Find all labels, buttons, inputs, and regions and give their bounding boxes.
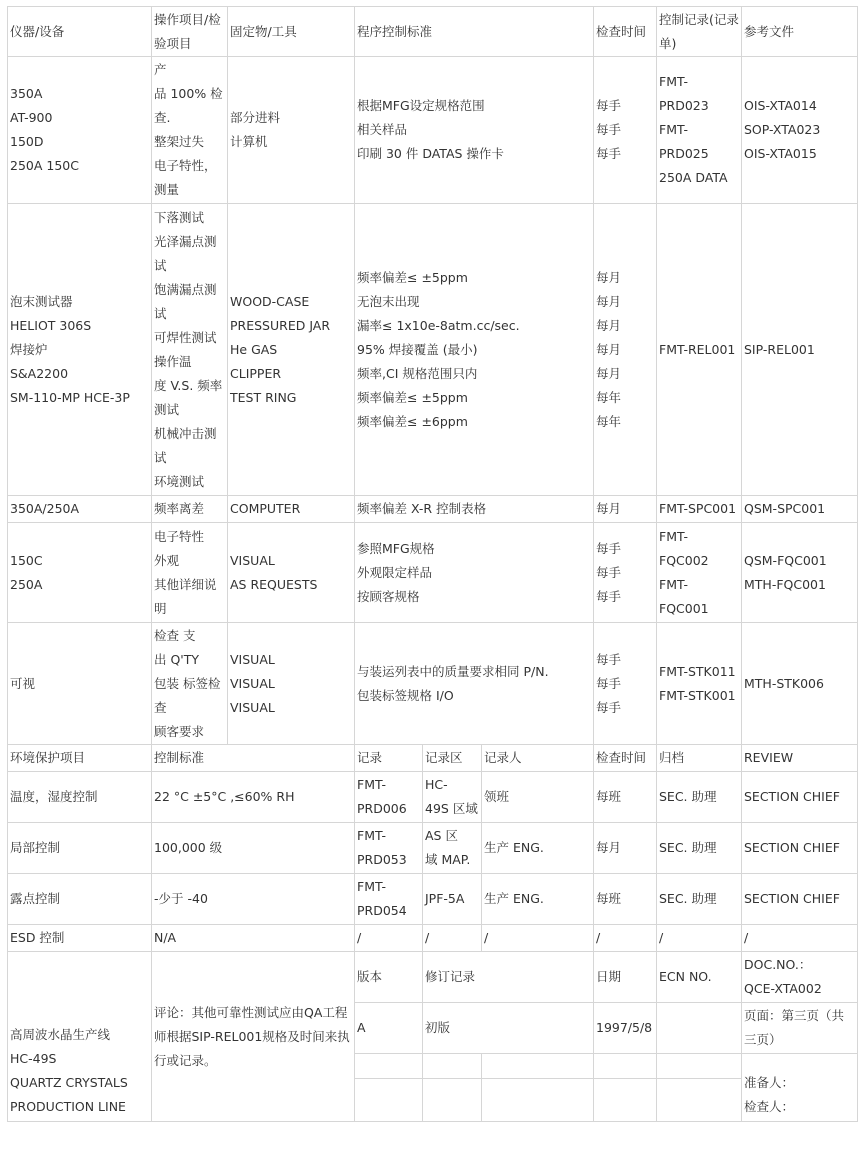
env-header-person: 记录人 <box>482 745 594 772</box>
header-row <box>8 7 858 57</box>
cell-tools: WOOD-CASE PRESSURED JAR He GAS CLIPPER TEST RING <box>228 204 355 496</box>
env-row <box>8 874 858 925</box>
cell-tools: VISUAL VISUAL VISUAL <box>228 623 355 745</box>
env-row <box>8 925 858 952</box>
env-header-row <box>8 745 858 772</box>
empty-cell <box>423 1079 482 1122</box>
cell-record: FMT- FQC002 FMT- FQC001 <box>657 523 742 623</box>
header-record: 控制记录(记录单) <box>657 7 742 57</box>
env-header-record: 记录 <box>355 745 423 772</box>
env-person: / <box>482 925 594 952</box>
env-record: FMT- PRD053 <box>355 823 423 874</box>
date-value: 1997/5/8 <box>594 1003 657 1054</box>
cell-time: 每手 每手 每手 <box>594 523 657 623</box>
cell-standard: 频率偏差≤ ±5ppm 无泡末出现 漏率≤ 1x10e-8atm.cc/sec. 95% 焊接覆盖 (最小) 频率,CI 规格范围只内 频率偏差≤ ±5ppm 频率偏差≤ ±6ppm <box>355 204 594 496</box>
env-person: 领班 <box>482 772 594 823</box>
env-standard: 22 °C ±5°C ,≤60% RH <box>152 772 355 823</box>
header-standard: 程序控制标准 <box>355 7 594 57</box>
cell-standard: 根据MFG设定规格范围 相关样品 印刷 30 件 DATAS 操作卡 <box>355 57 594 204</box>
version-value: A <box>355 1003 423 1054</box>
env-person: 生产 ENG. <box>482 874 594 925</box>
ecn-value <box>657 1003 742 1054</box>
env-archive: / <box>657 925 742 952</box>
empty-cell <box>657 1079 742 1122</box>
empty-cell <box>482 1054 594 1079</box>
cell-record: FMT-STK011 FMT-STK001 <box>657 623 742 745</box>
env-header-archive: 归档 <box>657 745 742 772</box>
footer-row-1 <box>8 952 858 1003</box>
cell-tools: COMPUTER <box>228 496 355 523</box>
empty-cell <box>355 1079 423 1122</box>
checked-by: 检查人： <box>744 1099 795 1114</box>
cell-time: 每月 每月 每月 每月 每月 每年 每年 <box>594 204 657 496</box>
cell-tools: 部分进料 计算机 <box>228 57 355 204</box>
cell-reference: QSM-SPC001 <box>742 496 858 523</box>
cell-record: FMT-REL001 <box>657 204 742 496</box>
cell-tools: VISUAL AS REQUESTS <box>228 523 355 623</box>
product-line-label: 高周波水晶生产线 HC-49S QUARTZ CRYSTALS PRODUCTION LINE <box>8 952 152 1122</box>
env-header-standard: 控制标准 <box>152 745 355 772</box>
env-record: FMT- PRD054 <box>355 874 423 925</box>
env-area: HC- 49S 区域 <box>423 772 482 823</box>
cell-standard: 与装运列表中的质量要求相同 P/N. 包装标签规格 I/O <box>355 623 594 745</box>
env-time: 每班 <box>594 874 657 925</box>
cell-reference: MTH-STK006 <box>742 623 858 745</box>
cell-record: FMT- PRD023 FMT- PRD025 250A DATA <box>657 57 742 204</box>
table-row <box>8 523 858 623</box>
empty-cell <box>594 1054 657 1079</box>
env-record: / <box>355 925 423 952</box>
env-person: 生产 ENG. <box>482 823 594 874</box>
env-item: 露点控制 <box>8 874 152 925</box>
comment-text: 评论：其他可靠性测试应由QA工程师根据SIP-REL001规格及时间来执行或记录。 <box>152 952 355 1122</box>
env-archive: SEC. 助理 <box>657 823 742 874</box>
env-header-time: 检查时间 <box>594 745 657 772</box>
env-row <box>8 823 858 874</box>
table-row <box>8 204 858 496</box>
prepared-by: 准备人： <box>744 1075 795 1090</box>
header-time: 检查时间 <box>594 7 657 57</box>
cell-record: FMT-SPC001 <box>657 496 742 523</box>
cell-time: 每手 每手 每手 <box>594 57 657 204</box>
table-row <box>8 623 858 745</box>
cell-reference: OIS-XTA014 SOP-XTA023 OIS-XTA015 <box>742 57 858 204</box>
env-area: JPF-5A <box>423 874 482 925</box>
date-label: 日期 <box>594 952 657 1003</box>
empty-cell <box>355 1054 423 1079</box>
cell-items: 产 品 100% 检 查. 整架过失 电子特性， 测量 <box>152 57 228 204</box>
cell-time: 每手 每手 每手 <box>594 623 657 745</box>
cell-equipment: 350A/250A <box>8 496 152 523</box>
env-item: 温度，湿度控制 <box>8 772 152 823</box>
env-item: ESD 控制 <box>8 925 152 952</box>
cell-equipment: 可视 <box>8 623 152 745</box>
env-time: 每月 <box>594 823 657 874</box>
empty-cell <box>423 1054 482 1079</box>
ecn-label: ECN NO. <box>657 952 742 1003</box>
doc-number: DOC.NO.： QCE-XTA002 <box>742 952 858 1003</box>
env-row <box>8 772 858 823</box>
env-header-item: 环境保护项目 <box>8 745 152 772</box>
env-header-area: 记录区 <box>423 745 482 772</box>
env-review: / <box>742 925 858 952</box>
env-record: FMT- PRD006 <box>355 772 423 823</box>
table-row <box>8 496 858 523</box>
env-header-review: REVIEW <box>742 745 858 772</box>
env-archive: SEC. 助理 <box>657 772 742 823</box>
env-standard: -少于 -40 <box>152 874 355 925</box>
header-equipment: 仪器/设备 <box>8 7 152 57</box>
empty-cell <box>657 1054 742 1079</box>
cell-items: 频率离差 <box>152 496 228 523</box>
empty-cell <box>482 1079 594 1122</box>
env-time: 每班 <box>594 772 657 823</box>
quality-control-table <box>7 6 858 1122</box>
env-time: / <box>594 925 657 952</box>
cell-time: 每月 <box>594 496 657 523</box>
revision-label: 修订记录 <box>423 952 594 1003</box>
env-area: AS 区 域 MAP. <box>423 823 482 874</box>
cell-equipment: 150C 250A <box>8 523 152 623</box>
revision-value: 初版 <box>423 1003 594 1054</box>
cell-reference: QSM-FQC001 MTH-FQC001 <box>742 523 858 623</box>
env-area: / <box>423 925 482 952</box>
page-info: 页面：第三页（共三页） <box>742 1003 858 1054</box>
header-items: 操作项目/检验项目 <box>152 7 228 57</box>
cell-equipment: 泡末测试器 HELIOT 306S 焊接炉 S&A2200 SM-110-MP HCE-3P <box>8 204 152 496</box>
env-review: SECTION CHIEF <box>742 772 858 823</box>
cell-items: 电子特性 外观 其他详细说 明 <box>152 523 228 623</box>
env-review: SECTION CHIEF <box>742 823 858 874</box>
version-label: 版本 <box>355 952 423 1003</box>
env-standard: N/A <box>152 925 355 952</box>
env-item: 局部控制 <box>8 823 152 874</box>
env-review: SECTION CHIEF <box>742 874 858 925</box>
env-archive: SEC. 助理 <box>657 874 742 925</box>
cell-standard: 频率偏差 X-R 控制表格 <box>355 496 594 523</box>
empty-cell <box>594 1079 657 1122</box>
cell-equipment: 350A AT-900 150D 250A 150C <box>8 57 152 204</box>
table-row <box>8 57 858 204</box>
cell-standard: 参照MFG规格 外观限定样品 按顾客规格 <box>355 523 594 623</box>
header-reference: 参考文件 <box>742 7 858 57</box>
cell-reference: SIP-REL001 <box>742 204 858 496</box>
cell-items: 检查 支 出 Q'TY 包装 标签检 查 顾客要求 <box>152 623 228 745</box>
cell-items: 下落测试 光泽漏点测 试 饱满漏点测 试 可焊性测试 操作温 度 V.S. 频率 测试 机械冲击测 试 环境测试 <box>152 204 228 496</box>
env-standard: 100,000 级 <box>152 823 355 874</box>
signature-block <box>742 1054 858 1122</box>
header-tools: 固定物/工具 <box>228 7 355 57</box>
